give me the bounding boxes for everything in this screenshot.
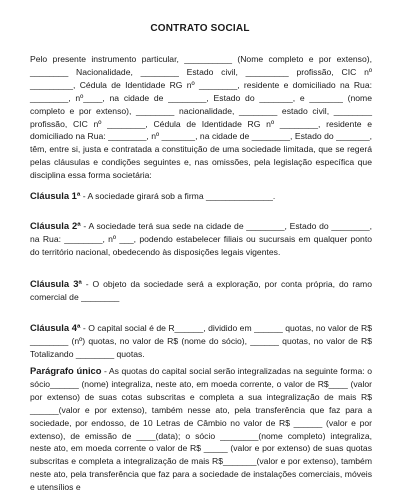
sole-paragraph-text: - As quotas do capital social serão integralizadas na seguinte forma: o sócio______ (nome) integraliza, neste ato, em moeda corrente, o valor de R$____ (valor por extenso) de suas cotas subscritas e completa a sua integralização de mais R$ ______(valor e por extenso), também nesse ato, pela transferência que faz para a sociedade, por endosso, de 10 Letras de Câmbio no valor de R$ ______ (valor e por extenso), de emissão de ____(data); o sócio ________(nome completo) integraliza, neste ato, em moeda corrente o valor de R$ _____ (valor e por extenso) de suas quotas subscritas e completa a integralização de mais R$_______(valor e por extenso), também neste ato, pela transferência que faz para a sociedade de instalações comerciais, móveis e utensílios e — [30, 366, 372, 493]
clause-3-heading: Cláusula 3ª — [30, 278, 82, 289]
clause-3-text: - O objeto da sociedade será a exploração, por conta própria, do ramo comercial de ________ — [30, 279, 372, 302]
clause-1-heading: Cláusula 1ª — [30, 190, 81, 201]
sole-paragraph-heading: Parágrafo único — [30, 365, 102, 376]
document-title: CONTRATO SOCIAL — [150, 23, 250, 34]
clause-1-text: - A sociedade girará sob a firma ______________. — [80, 191, 276, 201]
clause-2-heading: Cláusula 2ª — [30, 220, 81, 231]
clause-1 — [30, 190, 372, 203]
clause-3 — [30, 278, 372, 304]
clause-4-heading: Cláusula 4ª — [30, 322, 81, 333]
clause-2-text: - A sociedade terá sua sede na cidade de ________, Estado do ________, na Rua: ________, nº ___, podendo estabelecer filiais ou sucursais em qualquer ponto do território nacional, obedecendo às disposições legais vigentes. — [30, 221, 372, 257]
clause-2 — [30, 220, 372, 259]
sole-paragraph — [30, 365, 372, 494]
clause-4 — [30, 322, 372, 361]
clause-4-text: - O capital social é de R______, dividido em ______ quotas, no valor de R$ ________ (nº) quotas, no valor de R$ (nome do sócio), ______ quotas, no valor de R$ Totalizando ________ quotas. — [30, 323, 372, 359]
preamble-text: Pelo presente instrumento particular, __________ (Nome completo e por extenso), ________ Nacionalidade, ________ Estado civil, _________ profissão, CIC nº _________, Cédula de Identidade RG nº ________, residente e domiciliado na Rua: ________, nº____, na cidade de ________, Estado do _______, e _______ (nome completo e por extenso), ________ nacionalidade, ________ estado civil, ________ profissão, CIC nº ________, Cédula de Identidade RG nº ________, residente e domiciliado na Rua: ________, nº _______, na cidade de ________, Estado do _______, têm, entre si, justa e contratada a constituição de uma sociedade limitada, que se regerá pelas cláusulas e condições seguintes e, nas omissões, pela legislação específica que disciplina essa forma societária: — [30, 54, 372, 181]
preamble-paragraph — [30, 53, 372, 182]
